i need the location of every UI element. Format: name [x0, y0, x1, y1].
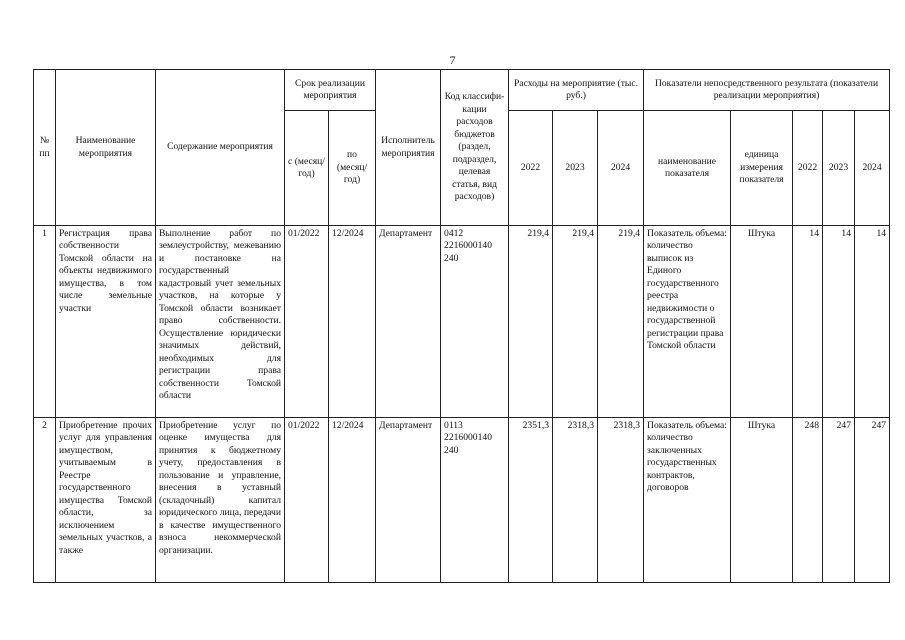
row-code: 0113 2216000140 240 [441, 418, 509, 583]
row-from: 01/2022 [285, 418, 329, 583]
row-ind-2022: 14 [793, 226, 823, 418]
row-content: Выполнение работ по землеустройству, межеванию и постановке на государственный кадастровый учет земельных участков, на которые у Томской области возникает право собственности. Осуществление юридически значимых действий, необходимых для регистрации права собственности Томской области [156, 226, 285, 418]
header-period-from: с (месяц/ год) [285, 111, 329, 226]
row-code: 0412 2216000140 240 [441, 226, 509, 418]
events-table [33, 69, 890, 583]
row-num: 1 [34, 226, 56, 418]
row-ind-2024: 14 [855, 226, 890, 418]
header-name: Наименование мероприятия [56, 70, 156, 226]
header-exp-year-3: 2024 [598, 111, 644, 226]
table-row [34, 418, 890, 583]
row-exp-2024: 219,4 [598, 226, 644, 418]
row-executor: Департамент [376, 226, 441, 418]
row-to: 12/2024 [329, 418, 376, 583]
header-ind-year-1: 2022 [793, 111, 823, 226]
header-exp-year-2: 2023 [553, 111, 598, 226]
header-code: Код классифи- кации расходов бюджетов (раздел, подраздел, целевая статья, вид расходов) [441, 70, 509, 226]
row-exp-2022: 219,4 [509, 226, 553, 418]
header-ind-year-3: 2024 [855, 111, 890, 226]
header-exp-year-1: 2022 [509, 111, 553, 226]
row-name: Приобретение прочих услуг для управления имуществом, учитываемым в Реестре государственного имущества Томской области, за исключением земельных участков, а также [56, 418, 156, 583]
row-ind-unit: Штука [731, 226, 793, 418]
row-ind-name: Показатель объема: количество выписок из Единого государственного реестра недвижимости о государственной регистрации права Томской области [644, 226, 731, 418]
header-content: Содержание мероприятия [156, 70, 285, 226]
header-ind-year-2: 2023 [823, 111, 855, 226]
row-exp-2022: 2351,3 [509, 418, 553, 583]
header-num: № пп [34, 70, 56, 226]
row-ind-2022: 248 [793, 418, 823, 583]
table-row [34, 226, 890, 418]
header-ind-name: наименование показателя [644, 111, 731, 226]
header-period-to: по (месяц/ год) [329, 111, 376, 226]
row-exp-2023: 2318,3 [553, 418, 598, 583]
row-ind-2024: 247 [855, 418, 890, 583]
row-exp-2023: 219,4 [553, 226, 598, 418]
row-from: 01/2022 [285, 226, 329, 418]
header-period: Срок реализации мероприятия [285, 70, 376, 111]
header-indicators: Показатели непосредственного результата (показатели реализации мероприятия) [644, 70, 890, 111]
row-content: Приобретение услуг по оценке имущества для принятия к бюджетному учету, предоставления в пользование и управление, внесения в уставный (складочный) капитал юридического лица, передачи в качестве имущественного взноса некоммерческой организации. [156, 418, 285, 583]
page-number: 7 [449, 53, 456, 67]
row-ind-2023: 247 [823, 418, 855, 583]
row-num: 2 [34, 418, 56, 583]
row-executor: Департамент [376, 418, 441, 583]
row-to: 12/2024 [329, 226, 376, 418]
row-ind-name: Показатель объема: количество заключенных государственных контрактов, договоров [644, 418, 731, 583]
row-exp-2024: 2318,3 [598, 418, 644, 583]
header-expenses: Расходы на мероприятие (тыс. руб.) [509, 70, 644, 111]
row-name: Регистрация права собственности Томской области на объекты недвижимого имущества, в том числе земельные участки [56, 226, 156, 418]
row-ind-unit: Штука [731, 418, 793, 583]
row-ind-2023: 14 [823, 226, 855, 418]
header-ind-unit: единица измерения показателя [731, 111, 793, 226]
header-executor: Исполнитель мероприятия [376, 70, 441, 226]
